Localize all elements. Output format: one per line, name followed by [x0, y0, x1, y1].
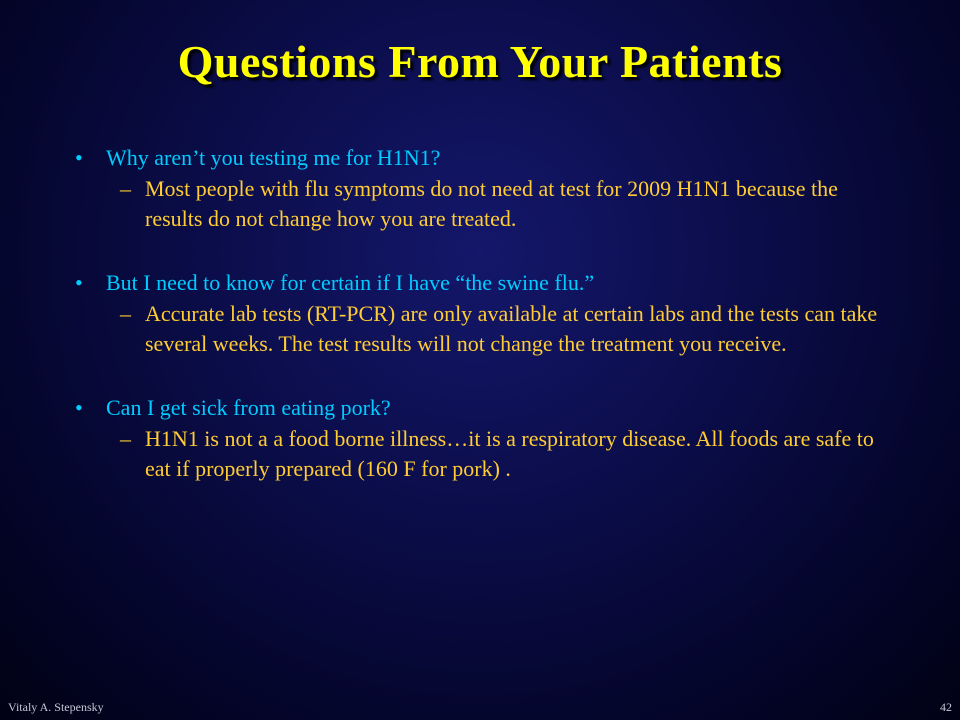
- answer-item: [120, 174, 895, 234]
- answer-item: [120, 299, 895, 359]
- bullet-icon: •: [75, 270, 83, 295]
- question-text: Can I get sick from eating pork?: [106, 395, 391, 420]
- question-item: [75, 268, 895, 298]
- slide-content: [75, 143, 895, 518]
- answer-text: H1N1 is not a a food borne illness…it is a respiratory disease. All foods are safe to eat if properly prepared (160 F for pork) .: [145, 426, 874, 481]
- footer-author: Vitaly A. Stepensky: [8, 700, 104, 714]
- qa-group-2: [75, 268, 895, 359]
- slide-title: Questions From Your Patients: [177, 36, 783, 87]
- question-item: [75, 143, 895, 173]
- dash-icon: –: [120, 301, 131, 326]
- question-item: [75, 393, 895, 423]
- qa-group-3: [75, 393, 895, 484]
- dash-icon: –: [120, 176, 131, 201]
- dash-icon: –: [120, 426, 131, 451]
- answer-item: [120, 424, 895, 484]
- question-text: Why aren’t you testing me for H1N1?: [106, 145, 441, 170]
- answer-text: Most people with flu symptoms do not need at test for 2009 H1N1 because the results do not change how you are treated.: [145, 176, 838, 231]
- question-text: But I need to know for certain if I have “the swine flu.”: [106, 270, 595, 295]
- bullet-icon: •: [75, 145, 83, 170]
- bullet-icon: •: [75, 395, 83, 420]
- answer-text: Accurate lab tests (RT-PCR) are only available at certain labs and the tests can take several weeks. The test results will not change the treatment you receive.: [145, 301, 878, 356]
- qa-group-1: [75, 143, 895, 234]
- footer-page-number: 42: [940, 700, 952, 714]
